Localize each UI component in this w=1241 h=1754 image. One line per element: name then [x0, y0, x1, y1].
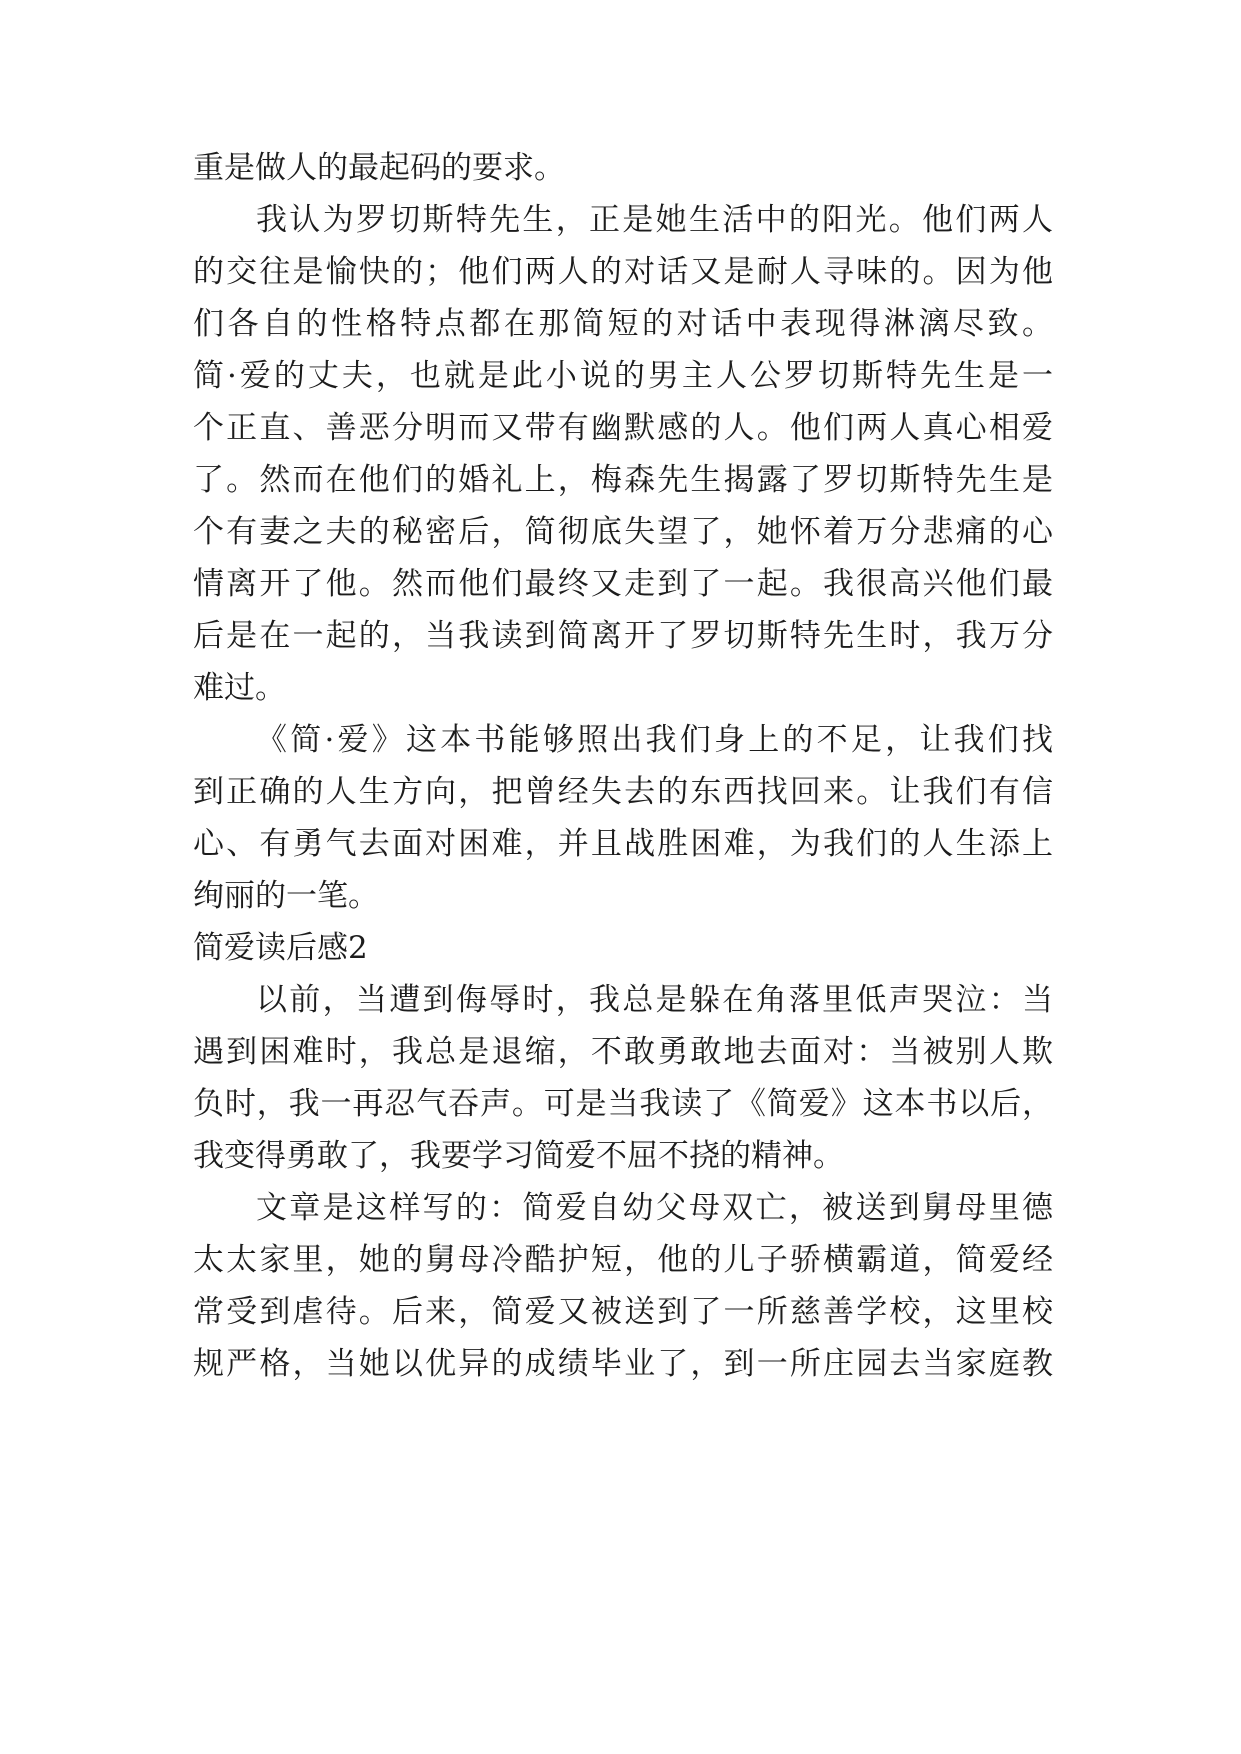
text-line-17: 以前，当遭到侮辱时，我总是躲在角落里低声哭泣：当: [256, 982, 1053, 1018]
text-line-18: 遇到困难时，我总是退缩，不敢勇敢地去面对：当被别人欺: [193, 1034, 1053, 1070]
text-line-20: 我变得勇敢了，我要学习简爱不屈不挠的精神。: [193, 1138, 844, 1174]
text-line-23: 常受到虐待。后来，简爱又被送到了一所慈善学校，这里校: [193, 1294, 1053, 1330]
text-line-8: 个有妻之夫的秘密后，简彻底失望了，她怀着万分悲痛的心: [193, 514, 1053, 550]
text-line-22: 太太家里，她的舅母冷酷护短，他的儿子骄横霸道，简爱经: [193, 1242, 1053, 1278]
text-line-4: 们各自的性格特点都在那简短的对话中表现得淋漓尽致。: [193, 306, 1053, 342]
section-heading: 简爱读后感2: [193, 930, 368, 966]
text-line-14: 心、有勇气去面对困难，并且战胜困难，为我们的人生添上: [193, 826, 1053, 862]
text-line-2: 我认为罗切斯特先生，正是她生活中的阳光。他们两人: [256, 202, 1053, 238]
text-line-1: 重是做人的最起码的要求。: [193, 150, 565, 186]
text-line-11: 难过。: [193, 670, 286, 706]
text-line-13: 到正确的人生方向，把曾经失去的东西找回来。让我们有信: [193, 774, 1053, 810]
text-line-15: 绚丽的一笔。: [193, 878, 379, 914]
text-line-7: 了。然而在他们的婚礼上，梅森先生揭露了罗切斯特先生是: [193, 462, 1053, 498]
text-line-5: 简·爱的丈夫，也就是此小说的男主人公罗切斯特先生是一: [193, 358, 1053, 394]
text-line-24: 规严格，当她以优异的成绩毕业了，到一所庄园去当家庭教: [193, 1346, 1053, 1382]
text-line-3: 的交往是愉快的；他们两人的对话又是耐人寻味的。因为他: [193, 254, 1053, 290]
text-line-9: 情离开了他。然而他们最终又走到了一起。我很高兴他们最: [193, 566, 1053, 602]
text-line-21: 文章是这样写的：简爱自幼父母双亡，被送到舅母里德: [256, 1190, 1053, 1226]
text-line-12: 《简·爱》这本书能够照出我们身上的不足，让我们找: [256, 722, 1053, 758]
text-line-6: 个正直、善恶分明而又带有幽默感的人。他们两人真心相爱: [193, 410, 1053, 446]
text-line-19: 负时，我一再忍气吞声。可是当我读了《简爱》这本书以后，: [193, 1086, 1053, 1122]
text-line-10: 后是在一起的，当我读到简离开了罗切斯特先生时，我万分: [193, 618, 1053, 654]
